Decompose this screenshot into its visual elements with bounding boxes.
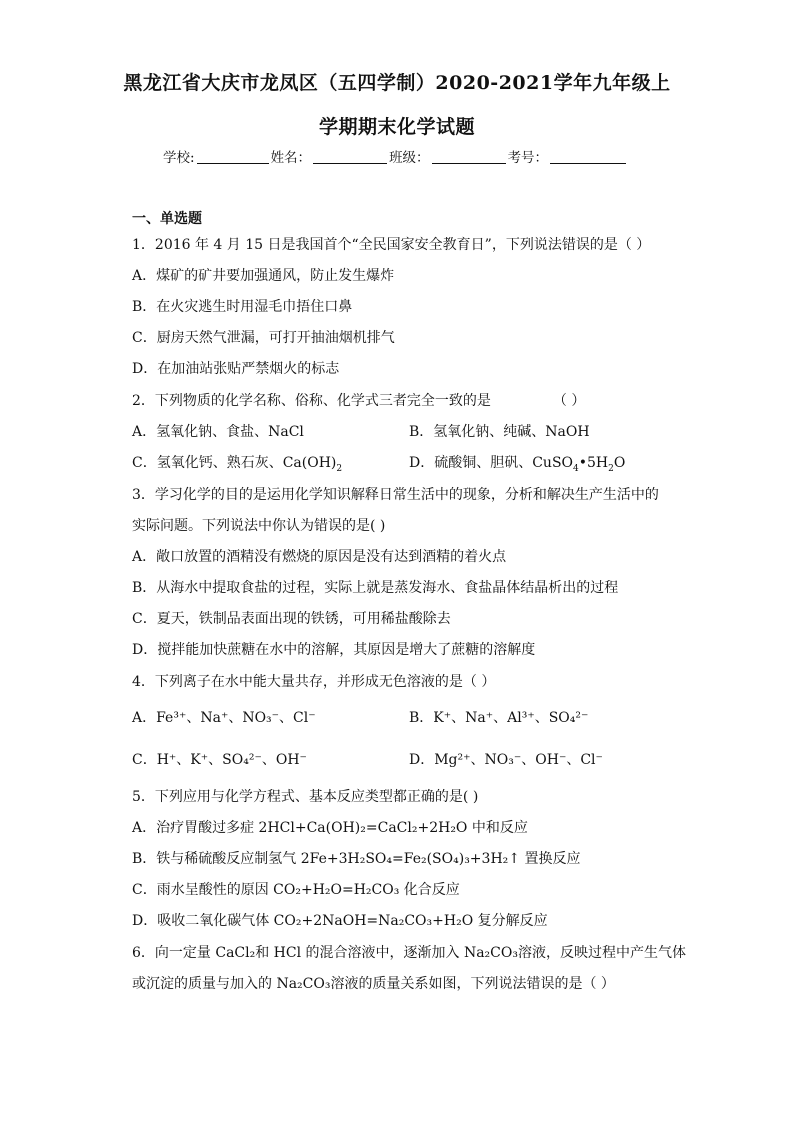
question-2-option-c-text: C．氢氧化钙、熟石灰、Ca(OH) [132, 455, 337, 471]
question-4-option-b: B．K⁺、Na⁺、Al³⁺、SO₄²⁻ [409, 710, 589, 726]
question-3-option-a: A．敞口放置的酒精没有燃烧的原因是没有达到酒精的着火点 [132, 549, 507, 565]
question-2-option-d-hydrate: •5H [578, 455, 609, 471]
question-2-option-d-sub2: 2 [608, 463, 614, 474]
question-2-stem [132, 390, 585, 410]
class-blank[interactable] [432, 149, 506, 164]
question-1-stem: 1．2016 年 4 月 15 日是我国首个“全民国家安全教育日”，下列说法错误的是（ ） [132, 237, 651, 253]
question-3-option-c: C．夏天，铁制品表面出现的铁锈，可用稀盐酸除去 [132, 611, 451, 627]
question-4-option-d: D．Mg²⁺、NO₃⁻、OH⁻、Cl⁻ [409, 752, 603, 768]
question-2-option-d-sub4: 4 [573, 463, 579, 474]
question-2-option-d-o: O [613, 455, 626, 471]
question-3-option-d: D．搅拌能加快蔗糖在水中的溶解，其原因是增大了蔗糖的溶解度 [132, 642, 536, 658]
question-5-option-c: C．雨水呈酸性的原因 CO₂+H₂O=H₂CO₃ 化合反应 [132, 882, 460, 898]
question-4-option-c: C．H⁺、K⁺、SO₄²⁻、OH⁻ [132, 752, 307, 768]
question-2-option-a: A．氢氧化钠、食盐、NaCl [132, 424, 304, 440]
student-info-row [163, 146, 628, 166]
school-label: 学校: [163, 150, 195, 166]
question-6-stem-line2: 或沉淀的质量与加入的 Na₂CO₃溶液的质量关系如图，下列说法错误的是（ ） [132, 976, 615, 992]
name-label: 姓名： [270, 150, 312, 166]
question-2-option-d [409, 452, 625, 472]
exam-title-line1: 黑龙江省大庆市龙凤区（五四学制）2020-2021学年九年级上 [123, 72, 671, 94]
question-5-option-b: B．铁与稀硫酸反应制氢气 2Fe+3H₂SO₄=Fe₂(SO₄)₃+3H₂↑ 置换反应 [132, 851, 581, 867]
question-3-option-b: B．从海水中提取食盐的过程，实际上就是蒸发海水、食盐晶体结晶析出的过程 [132, 580, 619, 596]
question-2-option-b: B．氢氧化钠、纯碱、NaOH [409, 424, 590, 440]
school-blank[interactable] [197, 149, 269, 164]
question-4-option-a: A．Fe³⁺、Na⁺、NO₃⁻、Cl⁻ [132, 710, 316, 726]
question-1-option-d: D．在加油站张贴严禁烟火的标志 [132, 361, 340, 377]
class-label: 班级： [389, 150, 430, 166]
question-1-option-b: B．在火灾逃生时用湿毛巾捂住口鼻 [132, 299, 353, 315]
question-6-stem-line1: 6．向一定量 CaCl₂和 HCl 的混合溶液中，逐渐加入 Na₂CO₃溶液，反映过程中产生气体 [132, 945, 686, 961]
question-1-option-c: C．厨房天然气泄漏，可打开抽油烟机排气 [132, 330, 395, 346]
question-2-stem-text: 2．下列物质的化学名称、俗称、化学式三者完全一致的是 [132, 393, 491, 409]
section-heading: 一、单选题 [132, 211, 202, 227]
question-5-option-a: A．治疗胃酸过多症 2HCl+Ca(OH)₂=CaCl₂+2H₂O 中和反应 [132, 820, 528, 836]
question-2-option-c [132, 452, 342, 472]
question-4-stem: 4．下列离子在水中能大量共存，并形成无色溶液的是（ ） [132, 674, 496, 690]
question-5-stem: 5．下列应用与化学方程式、基本反应类型都正确的是( ) [132, 789, 479, 805]
question-2-option-d-text: D．硫酸铜、胆矾、CuSO [409, 455, 574, 471]
question-5-option-d: D．吸收二氧化碳气体 CO₂+2NaOH=Na₂CO₃+H₂O 复分解反应 [132, 913, 548, 929]
name-blank[interactable] [313, 149, 387, 164]
question-1-option-a: A．煤矿的矿井要加强通风，防止发生爆炸 [132, 268, 395, 284]
number-label: 考号： [507, 150, 549, 166]
question-2-answer-paren: （ ） [552, 393, 586, 409]
question-3-stem-line1: 3．学习化学的目的是运用化学知识解释日常生活中的现象，分析和解决生产生活中的 [132, 487, 659, 503]
exam-title-line2: 学期期末化学试题 [318, 116, 475, 138]
question-3-stem-line2: 实际问题。下列说法中你认为错误的是( ) [132, 518, 386, 534]
question-2-option-c-sub: 2 [336, 463, 343, 474]
number-blank[interactable] [550, 149, 626, 164]
